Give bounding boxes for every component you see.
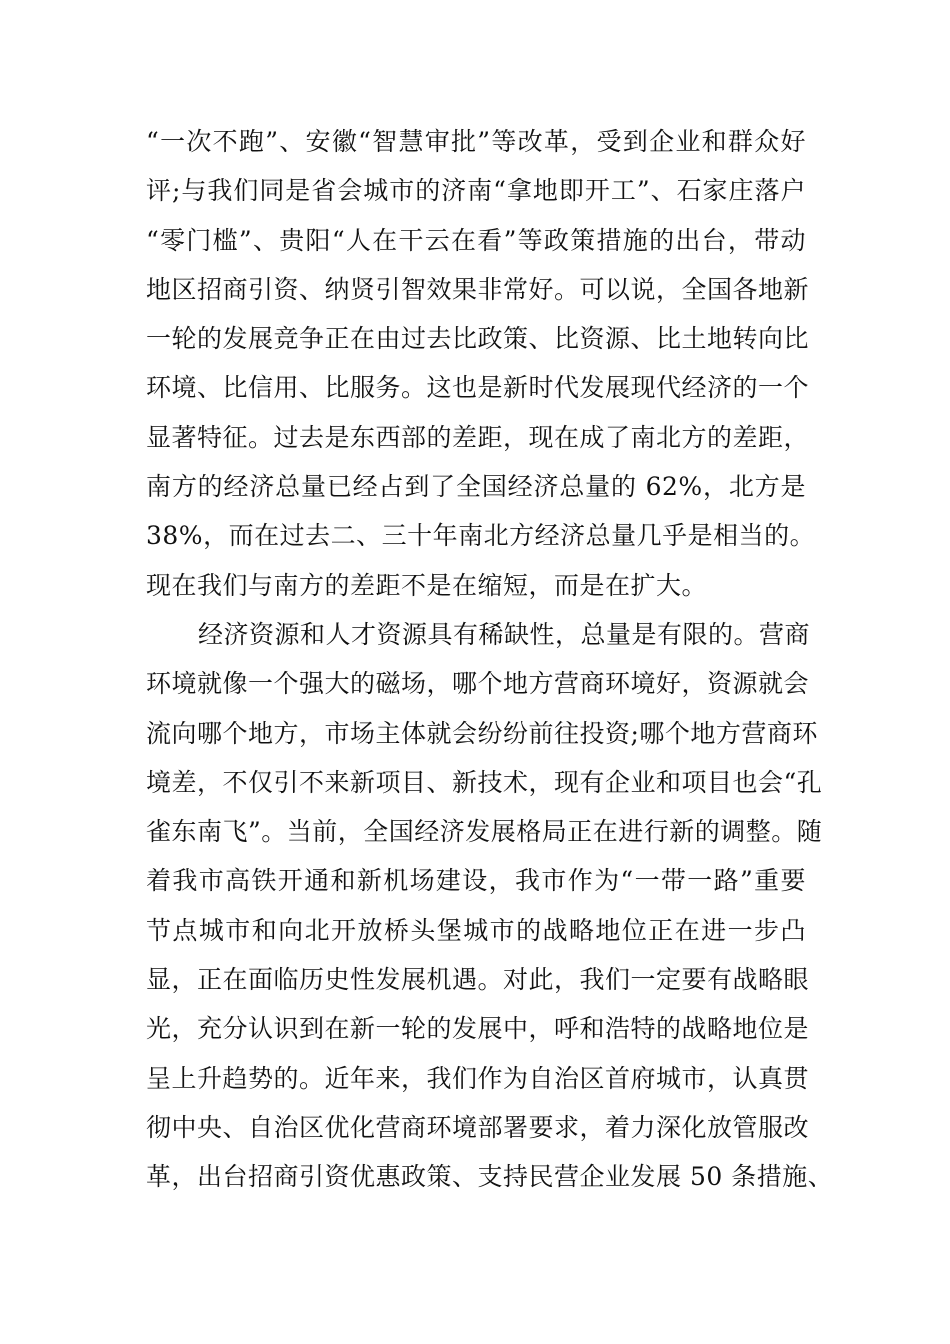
text-line: 节点城市和向北开放桥头堡城市的战略地位正在进一步凸 <box>146 915 806 945</box>
text-line: 南方的经济总量已经占到了全国经济总量的 62%，北方是 <box>146 472 806 502</box>
text-line: 境差，不仅引不来新项目、新技术，现有企业和项目也会“孔 <box>146 767 823 797</box>
text-line: 显，正在面临历史性发展机遇。对此，我们一定要有战略眼 <box>146 965 810 995</box>
text-line: 光，充分认识到在新一轮的发展中，呼和浩特的战略地位是 <box>146 1014 810 1044</box>
text-line: 显著特征。过去是东西部的差距，现在成了南北方的差距， <box>146 422 810 452</box>
text-line: 革，出台招商引资优惠政策、支持民营企业发展 50 条措施、 <box>146 1162 834 1192</box>
text-line: “零门槛”、贵阳“人在干云在看”等政策措施的出台，带动 <box>146 225 806 255</box>
body-text <box>146 117 834 1202</box>
text-line: 彻中央、自治区优化营商环境部署要求，着力深化放管服改 <box>146 1112 810 1142</box>
text-line: 一轮的发展竞争正在由过去比政策、比资源、比土地转向比 <box>146 324 810 354</box>
text-line: 着我市高铁开通和新机场建设，我市作为“一带一路”重要 <box>146 866 806 896</box>
text-line: 环境就像一个强大的磁场，哪个地方营商环境好，资源就会 <box>146 669 810 699</box>
text-line: 环境、比信用、比服务。这也是新时代发展现代经济的一个 <box>146 373 810 403</box>
text-line: “一次不跑”、安徽“智慧审批”等改革，受到企业和群众好 <box>146 127 806 156</box>
text-line: 地区招商引资、纳贤引智效果非常好。可以说，全国各地新 <box>146 274 810 304</box>
paragraph-start-line: 经济资源和人才资源具有稀缺性，总量是有限的。营商 <box>198 619 811 649</box>
text-line: 38%，而在过去二、三十年南北方经济总量几乎是相当的。 <box>146 521 816 551</box>
text-line: 现在我们与南方的差距不是在缩短，而是在扩大。 <box>146 570 708 600</box>
text-line: 评;与我们同是省会城市的济南“拿地即开工”、石家庄落户 <box>146 176 806 206</box>
text-line: 呈上升趋势的。近年来，我们作为自治区首府城市，认真贯 <box>146 1063 810 1093</box>
text-line: 雀东南飞”。当前，全国经济发展格局正在进行新的调整。随 <box>146 817 823 847</box>
text-line: 流向哪个地方，市场主体就会纷纷前往投资;哪个地方营商环 <box>146 718 818 748</box>
